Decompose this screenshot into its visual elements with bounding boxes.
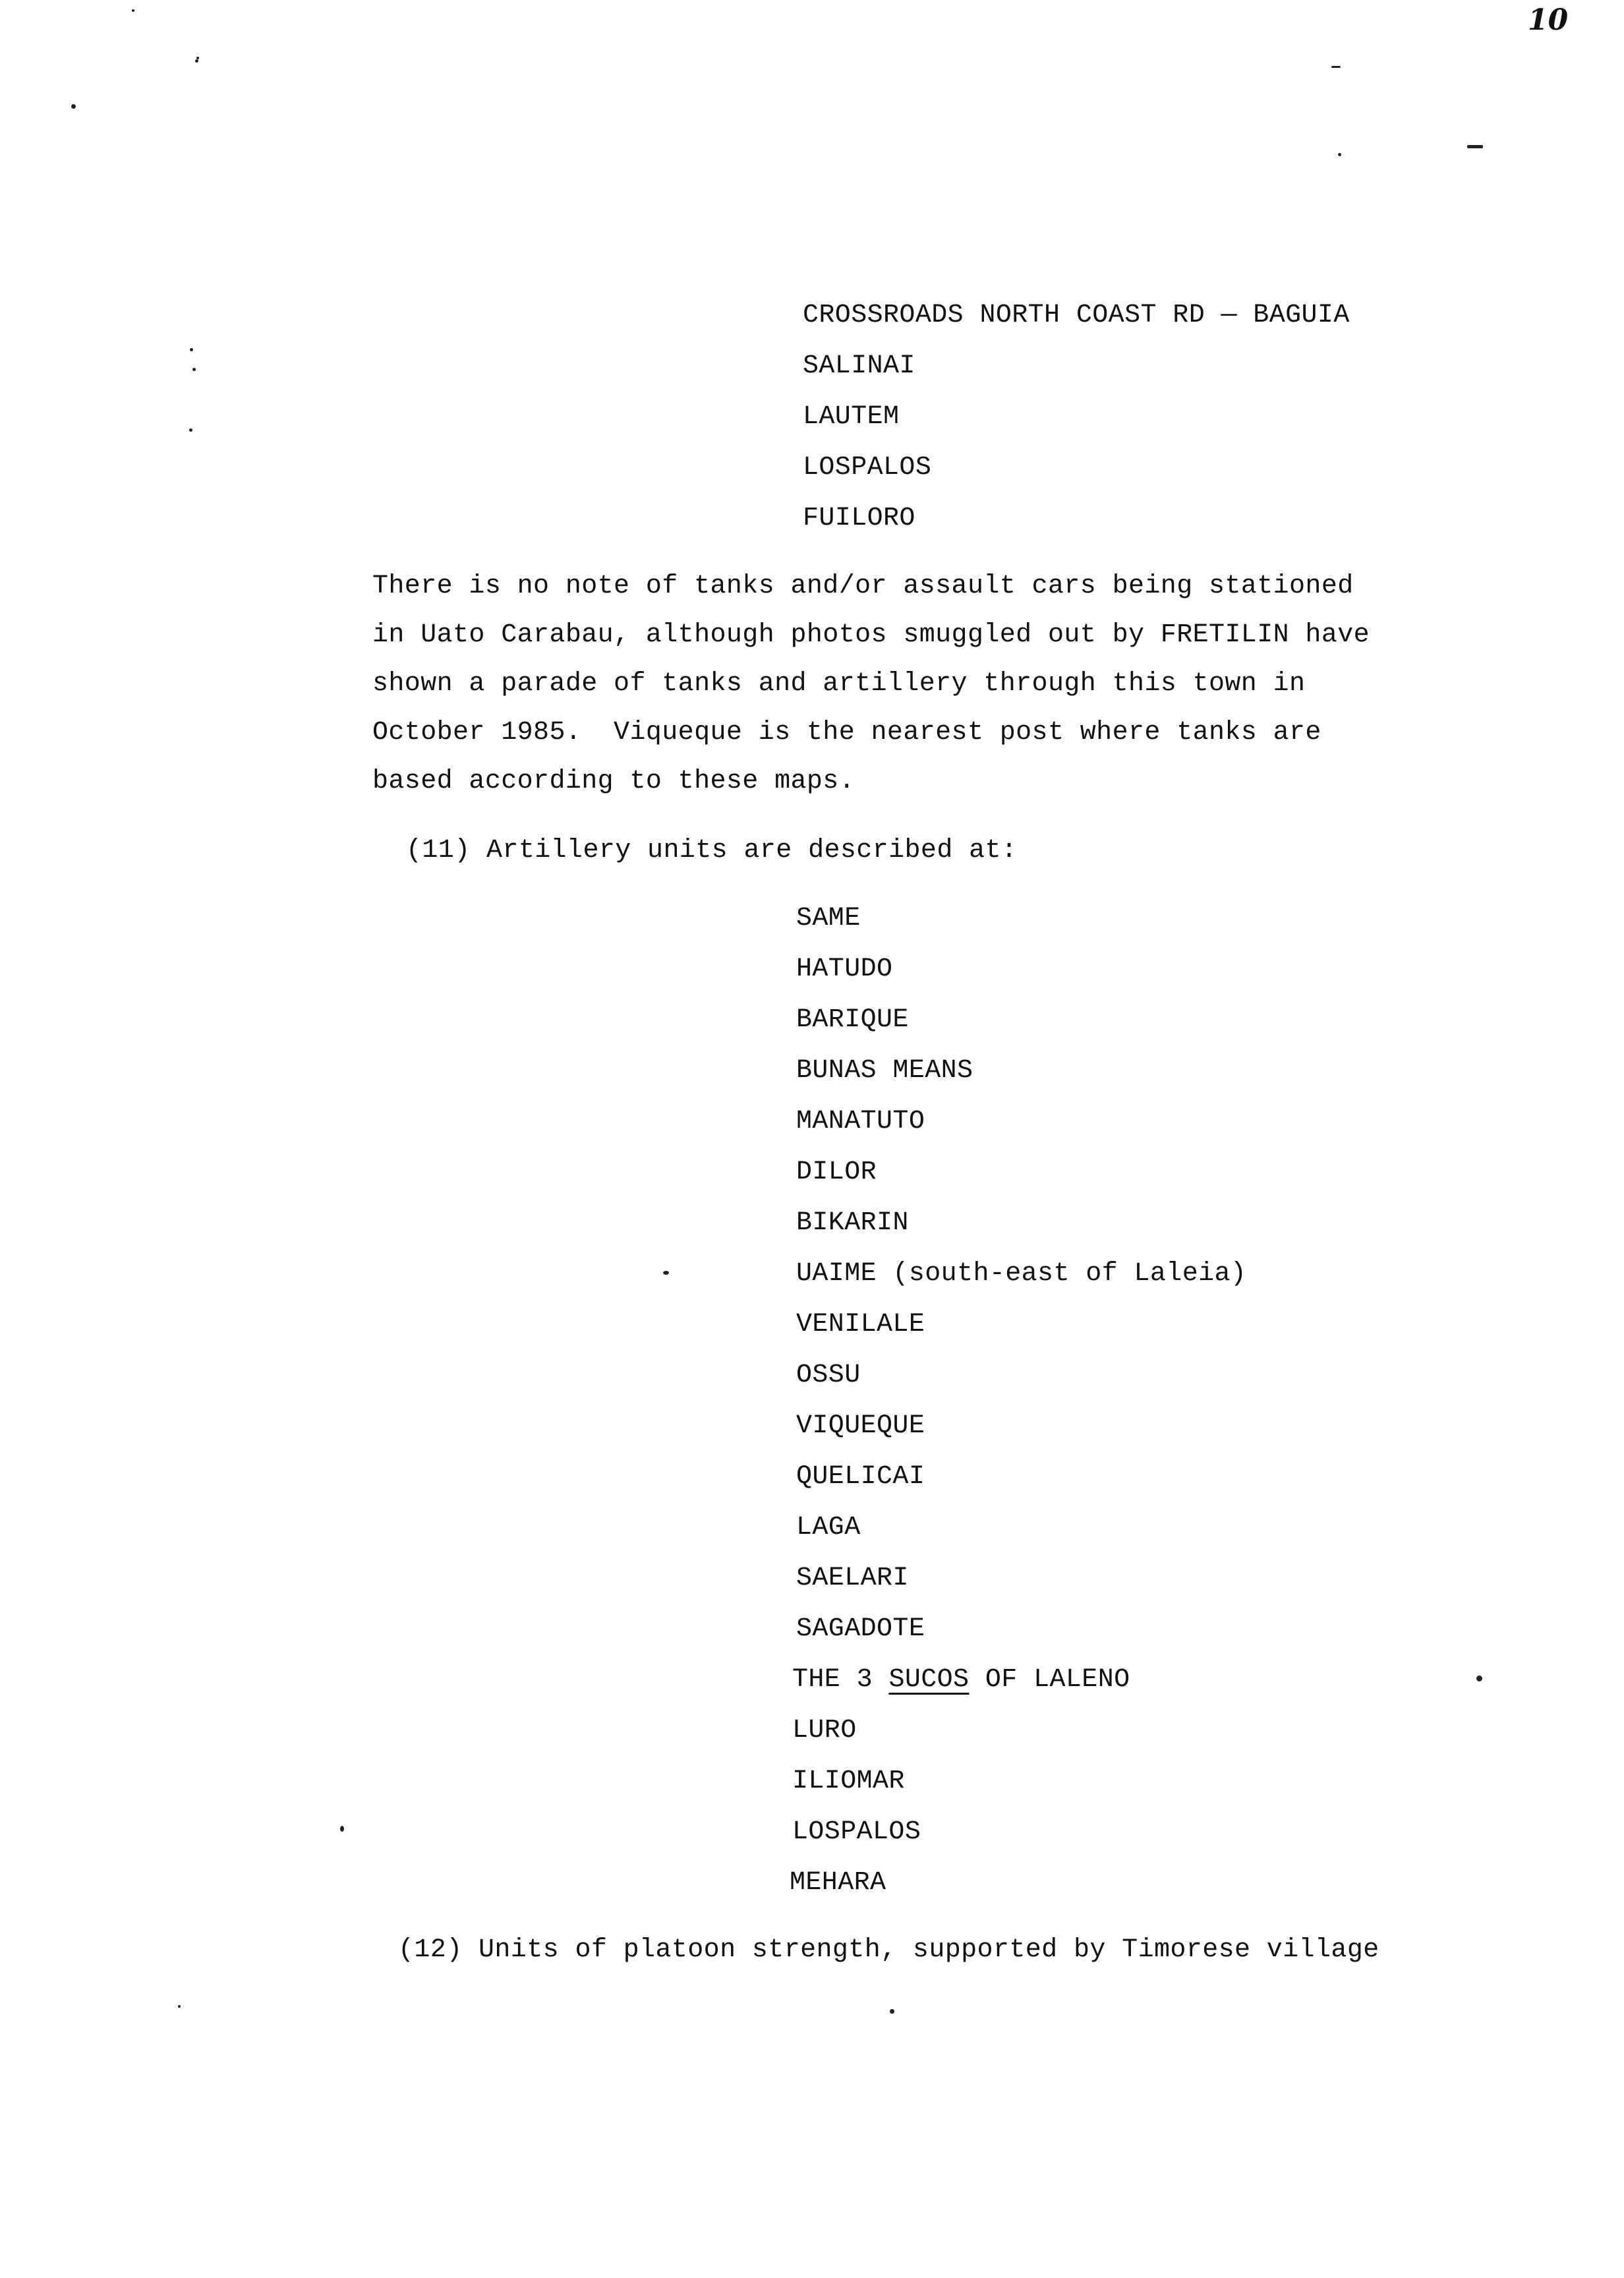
list-item: DILOR (796, 1157, 877, 1187)
list-item: UAIME (south-east of Laleia) (796, 1259, 1247, 1289)
scan-speck (340, 1826, 344, 1832)
list-item: VENILALE (796, 1310, 925, 1339)
list-item: HATUDO (796, 954, 893, 984)
list-item: LAGA (796, 1513, 861, 1542)
page-number: 10 (1528, 3, 1569, 37)
sucos-suffix: OF LALENO (969, 1665, 1130, 1695)
scan-speck (1467, 145, 1483, 148)
list-item: OSSU (796, 1360, 861, 1390)
list-item: QUELICAI (796, 1462, 925, 1492)
list-item: CROSSROADS NORTH COAST RD — BAGUIA (803, 301, 1350, 330)
scan-speck (663, 1271, 669, 1275)
list-item: SAME (796, 904, 861, 933)
scan-speck (1338, 153, 1341, 156)
scan-speck (178, 2005, 181, 2008)
list-item: MEHARA (790, 1868, 886, 1898)
paragraph-line: There is no note of tanks and/or assault cars being stationed (372, 571, 1354, 601)
scan-speck (196, 57, 199, 59)
list-item: LURO (792, 1716, 857, 1745)
scan-speck (190, 348, 193, 351)
scan-speck (1331, 66, 1341, 68)
list-item: LAUTEM (803, 402, 900, 432)
list-item: BARIQUE (796, 1005, 909, 1035)
item-11-heading: (11) Artillery units are described at: (406, 836, 1018, 865)
scan-speck (1476, 1676, 1482, 1681)
scan-speck (195, 59, 198, 63)
sucos-underlined: SUCOS (888, 1665, 970, 1695)
list-item: SAELARI (796, 1563, 909, 1593)
paragraph-line: shown a parade of tanks and artillery through this town in (372, 669, 1306, 699)
paragraph-line: October 1985. Viqueque is the nearest post where tanks are (372, 718, 1321, 747)
sucos-prefix: THE 3 (792, 1665, 889, 1695)
list-item: LOSPALOS (792, 1817, 921, 1847)
scan-speck (71, 104, 76, 109)
item-12-heading: (12) Units of platoon strength, supported by Timorese village (398, 1935, 1379, 1965)
scan-speck (132, 9, 134, 12)
paragraph-line: in Uato Carabau, although photos smuggled out by FRETILIN have (372, 620, 1370, 650)
list-item: BUNAS MEANS (796, 1056, 973, 1086)
list-item: MANATUTO (796, 1107, 925, 1136)
list-item-sucos (792, 1664, 1130, 1696)
list-item: ILIOMAR (792, 1767, 905, 1796)
scan-speck (192, 368, 196, 371)
scan-speck (890, 2009, 894, 2014)
list-item: SAGADOTE (796, 1614, 925, 1644)
list-item: LOSPALOS (803, 453, 932, 482)
scan-speck (189, 428, 192, 432)
list-item: BIKARIN (796, 1208, 909, 1238)
list-item: FUILORO (803, 504, 915, 533)
list-item: SALINAI (803, 351, 915, 381)
paragraph-line: based according to these maps. (372, 767, 856, 796)
list-item: VIQUEQUE (796, 1411, 925, 1441)
